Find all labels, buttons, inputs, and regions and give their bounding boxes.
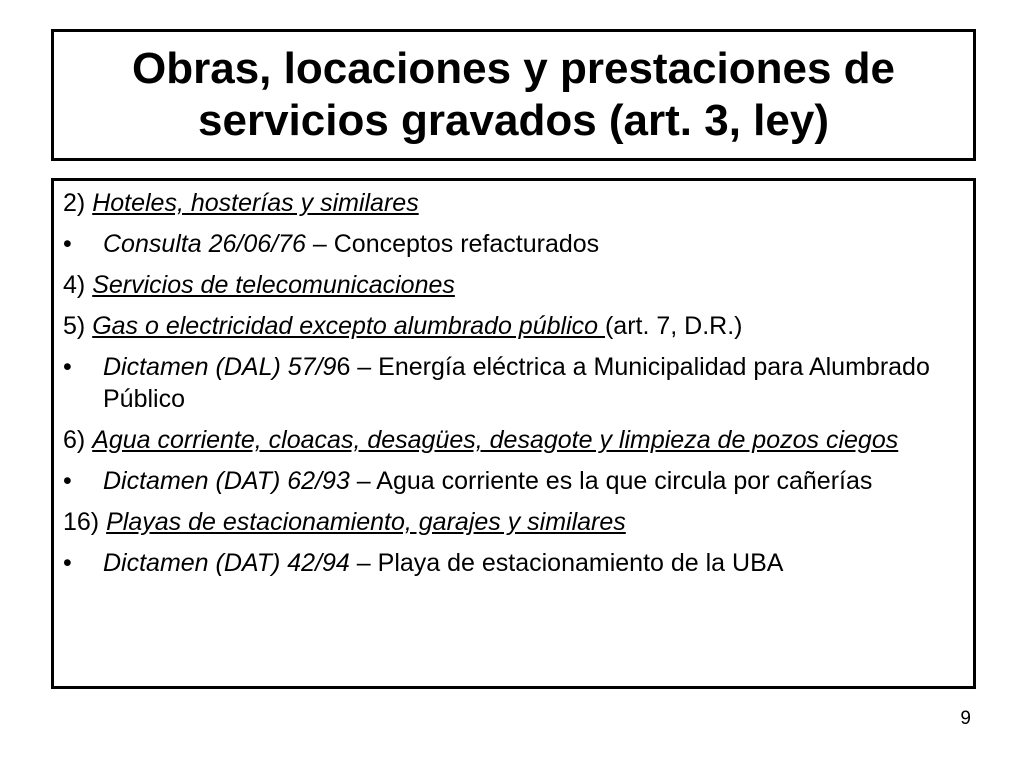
- bullet-item-dictamen-dat-42: [63, 547, 963, 579]
- item-text: Conceptos refacturados: [333, 230, 600, 258]
- content-list: [63, 187, 963, 588]
- item-text: Agua corriente es la que circula por cañerías: [376, 467, 873, 495]
- item-heading: Servicios de telecomunicaciones: [92, 271, 455, 299]
- item-note: (art. 7, D.R.): [604, 312, 743, 340]
- item-number: 6): [63, 426, 86, 454]
- item-separator: –: [349, 549, 378, 577]
- numbered-item-gas-electricidad: [63, 310, 963, 342]
- bullet-item-consulta: [63, 228, 963, 260]
- item-number: 16): [63, 508, 100, 536]
- page-number: 9: [960, 708, 971, 729]
- item-separator: –: [349, 467, 377, 495]
- item-reference: Dictamen (DAT) 62/93: [103, 467, 350, 495]
- numbered-item-agua: [63, 424, 963, 456]
- numbered-item-playas: [63, 506, 963, 538]
- slide-title: Obras, locaciones y prestaciones de servicios gravados (art. 3, ley): [132, 44, 895, 145]
- item-separator: –: [350, 353, 379, 381]
- item-reference: Consulta 26/06/76: [103, 230, 306, 258]
- bullet-item-dictamen-dal: [63, 351, 963, 415]
- bullet-icon: •: [63, 353, 72, 381]
- item-reference: Dictamen (DAT) 42/94: [103, 549, 350, 577]
- bullet-icon: •: [63, 230, 72, 258]
- item-heading: Hoteles, hosterías y similares: [92, 189, 419, 217]
- bullet-icon: •: [63, 549, 72, 577]
- item-number: 4): [63, 271, 86, 299]
- content-box: [51, 178, 976, 689]
- numbered-item-telecomunicaciones: [63, 269, 963, 301]
- item-separator: –: [305, 230, 334, 258]
- bullet-icon: •: [63, 467, 72, 495]
- item-reference: Dictamen (DAL) 57/9: [103, 353, 337, 381]
- item-heading: Playas de estacionamiento, garajes y similares: [106, 508, 626, 536]
- item-text: Energía eléctrica a Municipalidad para Alumbrado Público: [103, 353, 930, 413]
- item-heading: Agua corriente, cloacas, desagües, desagote y limpieza de pozos ciegos: [92, 426, 899, 454]
- item-text: Playa de estacionamiento de la UBA: [377, 549, 784, 577]
- item-number: 5): [63, 312, 86, 340]
- bullet-item-dictamen-dat-62: [63, 465, 963, 497]
- item-number: 2): [63, 189, 86, 217]
- title-box: [51, 29, 976, 161]
- numbered-item-hoteles: [63, 187, 963, 219]
- item-heading: Gas o electricidad excepto alumbrado público: [92, 312, 605, 340]
- item-reference-tail: 6: [336, 353, 351, 381]
